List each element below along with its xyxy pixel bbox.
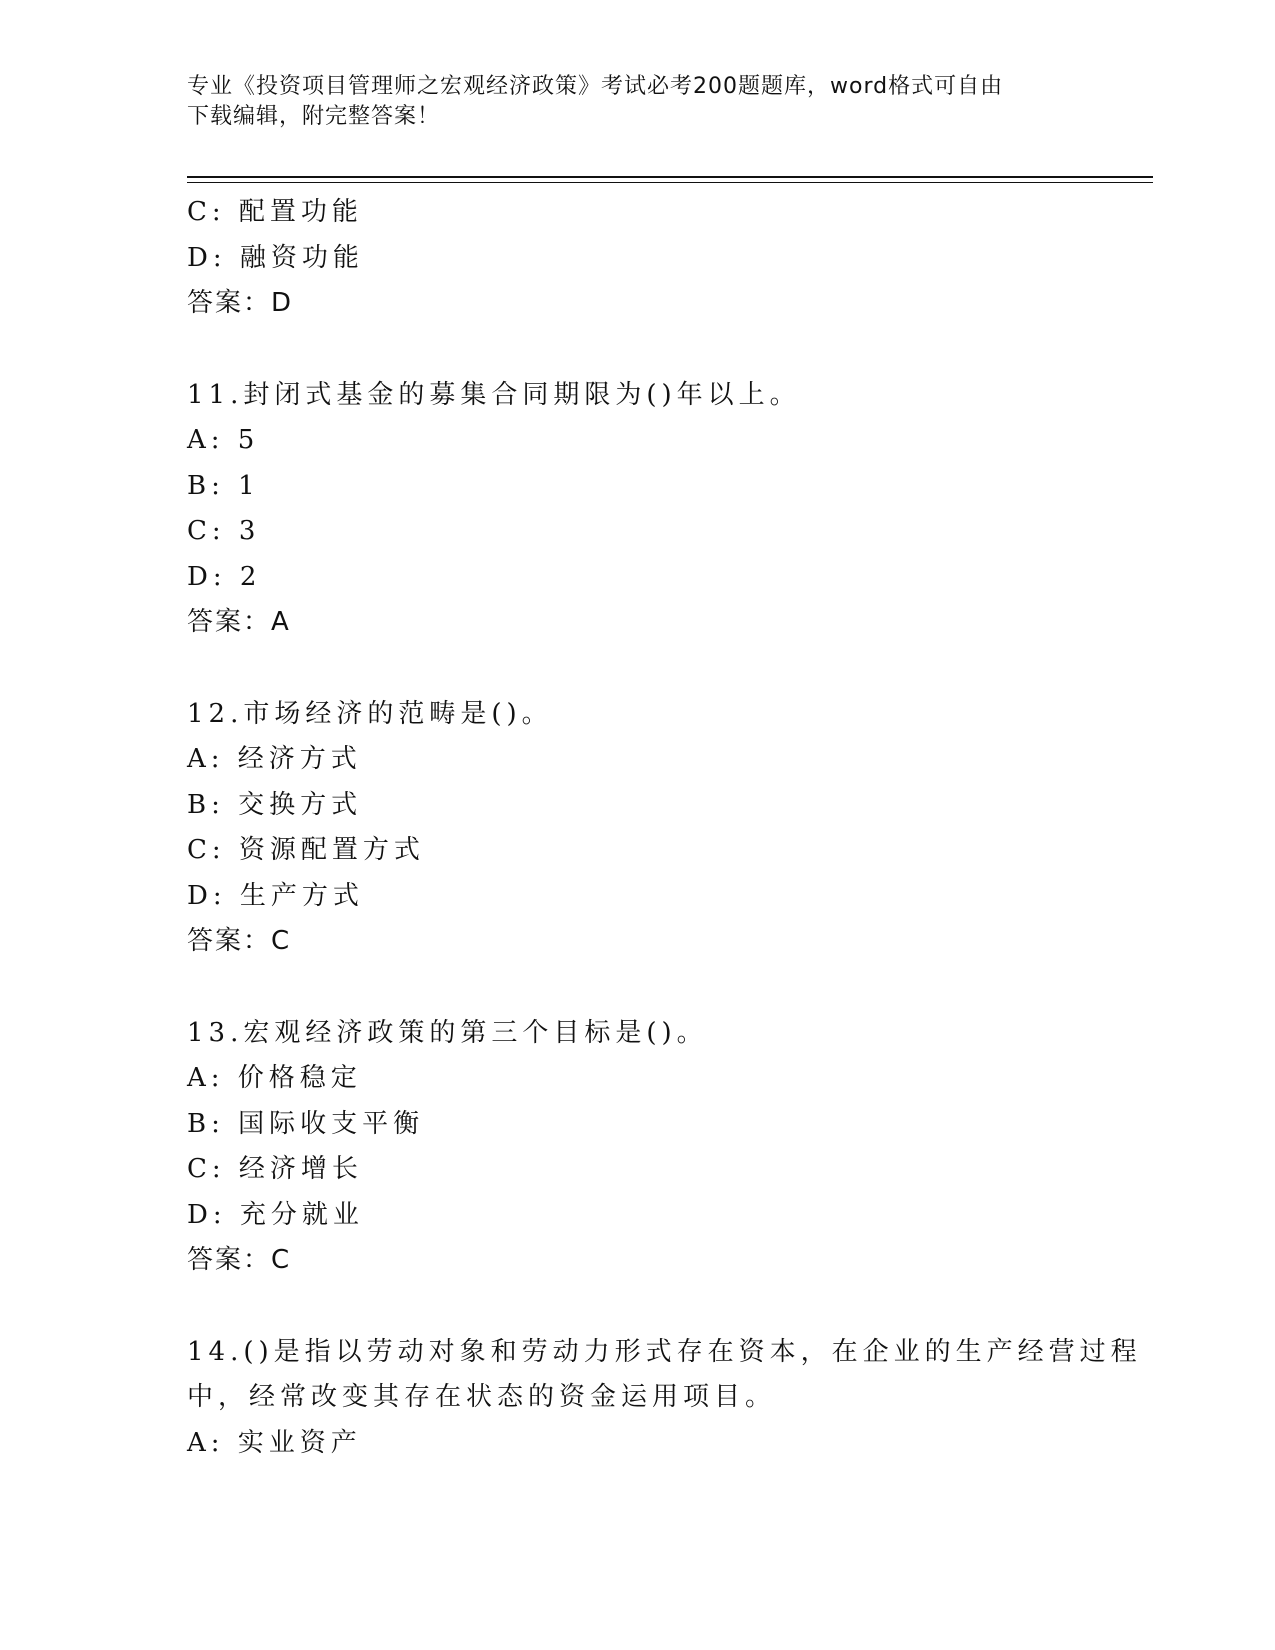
question-stem-line-2: 中，经常改变其存在状态的资金运用项目。: [187, 1382, 777, 1412]
option-a: A: 价格稳定: [187, 1063, 362, 1093]
question-stem: 11.封闭式基金的募集合同期限为()年以上。: [187, 379, 801, 410]
option-c: C: 3: [187, 516, 261, 546]
option-d: D: 充分就业: [187, 1199, 364, 1230]
option-b: B: 1: [187, 470, 260, 501]
option-d: D: 生产方式: [187, 880, 364, 911]
question-stem: 13.宏观经济政策的第三个目标是()。: [187, 1017, 708, 1048]
question-12: [187, 692, 1087, 965]
option-c: C: 经济增长: [187, 1154, 363, 1184]
option-a: A: 实业资产: [187, 1427, 362, 1458]
option-c: C: 资源配置方式: [187, 835, 425, 865]
answer: 答案：C: [187, 1245, 292, 1275]
question-11: [187, 373, 1087, 646]
answer: 答案：C: [187, 926, 292, 956]
question-stem-line-1: 14.()是指以劳动对象和劳动力形式存在资本，在企业的生产经营过程: [187, 1336, 1142, 1367]
question-stem: 12.市场经济的范畴是()。: [187, 698, 553, 729]
question-13: [187, 1011, 1087, 1284]
header-divider-thick: [187, 176, 1153, 178]
option-b: B: 交换方式: [187, 789, 363, 820]
option-d: D: 融资功能: [187, 242, 364, 273]
question-10: [187, 190, 1087, 327]
option-b: B: 国际收支平衡: [187, 1108, 425, 1139]
option-a: A: 经济方式: [187, 744, 362, 774]
header-divider-thin: [187, 182, 1153, 183]
header-line-1: 专业《投资项目管理师之宏观经济政策》考试必考200题题库，word格式可自由: [187, 74, 1004, 99]
option-a: A: 5: [187, 425, 260, 455]
answer: 答案：D: [187, 288, 294, 318]
answer: 答案：A: [187, 607, 291, 637]
header-line-2: 下载编辑，附完整答案！: [187, 104, 441, 129]
option-c: C: 配置功能: [187, 197, 363, 227]
question-list: [187, 190, 1142, 1466]
option-d: D: 2: [187, 561, 262, 592]
document-header: [187, 72, 1087, 132]
question-14: [187, 1330, 1142, 1467]
